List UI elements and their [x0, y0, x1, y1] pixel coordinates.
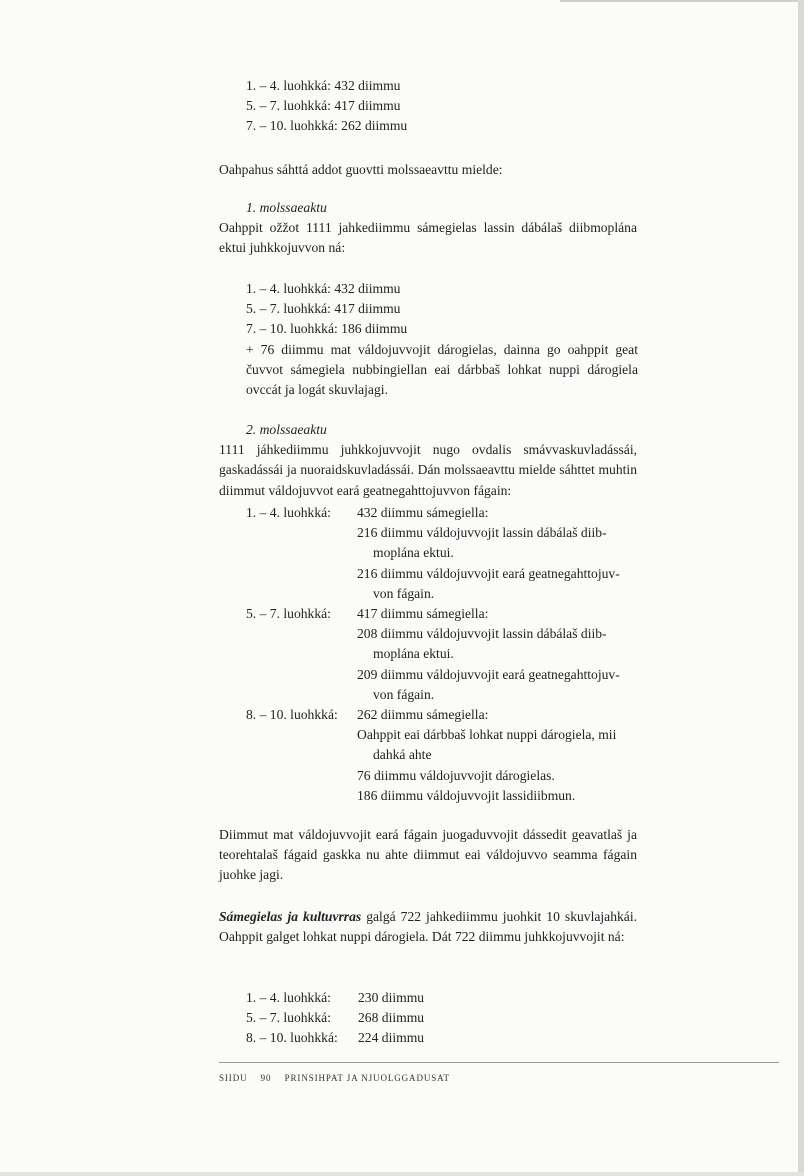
scan-edge-bottom: [0, 1172, 804, 1176]
list-item: 1. – 4. luohkká: 432 diimmu: [246, 78, 401, 93]
intro-paragraph: Oahpahus sáhttá addot guovtti molssaeavttu mielde:: [219, 162, 503, 177]
list-item: 7. – 10. luohkká: 262 diimmu: [246, 118, 408, 134]
alternative-1-heading: 1. molssaeaktu: [246, 200, 327, 215]
footer-title: PRINSIHPAT JA NJUOLGGADUSAT: [284, 1073, 450, 1083]
grade-label: 5. – 7. luohkká:: [246, 606, 331, 621]
footer-rule: [219, 1062, 779, 1063]
culture-hours: 268 diimmu: [358, 1010, 425, 1025]
alternative-1: [219, 198, 637, 259]
alternative-2-text: 1111 jáhkediimmu juhkkojuvvojit nugo ovdalis smávvaskuvladássái, gaskadássái ja nuoraidskuvladássái. Dán molssaeavttu mielde sáhttet muhtin diimmut váldojuvvot eará geatnegahttojuvvon fágain:: [219, 442, 637, 498]
top-hours-list: [246, 76, 407, 137]
culture-text: galgá 722 jahkediimmu juohkit 10 skuvlajahkái. Oahppit galget lohkat nuppi dárogiela. Dát 722 diimmu juhkkojuvvojit ná:: [219, 909, 638, 945]
list-item: 1. – 4. luohkká: 432 diimmu: [246, 281, 401, 296]
list-item: 7. – 10. luohkká: 186 diimmu: [246, 321, 408, 337]
list-item: 5. – 7. luohkká: 417 diimmu: [246, 98, 401, 114]
alternative-1-text: Oahppit ožžot 1111 jahkediimmu sámegielas lassin dábálaš diibmoplána ektui juhkkojuvvon ná:: [219, 220, 637, 256]
grade-label: 1. – 4. luohkká:: [246, 505, 331, 520]
grade-description: 262 diimmu sámegiella: Oahppit eai dárbbaš lohkat nuppi dárogiela, mii dahká ahte 76 diimmu váldojuvvojit dárogielas. 186 diimmu váldojuvvojit lassidiibmun.: [357, 707, 617, 803]
alternative-2: [219, 420, 637, 501]
scan-edge-right: [798, 0, 804, 1176]
grade-description: 432 diimmu sámegiella: 216 diimmu váldojuvvojit lassin dábálaš diib- moplána ektui. 216 diimmu váldojuvvojit eará geatnegahttojuv- von fágain.: [357, 505, 620, 601]
culture-bold-lead: Sámegielas ja kultuvrras: [219, 909, 362, 924]
culture-grade: 8. – 10. luohkká:: [246, 1030, 338, 1045]
alternative-2-heading: 2. molssaeaktu: [246, 422, 327, 437]
culture-hours: 224 diimmu: [358, 1030, 425, 1045]
page-number: 90: [260, 1073, 272, 1083]
page-footer: [219, 1073, 460, 1083]
footer-label: SIIDU: [219, 1073, 248, 1083]
list-item: 5. – 7. luohkká: 417 diimmu: [246, 301, 401, 317]
alternative-1-list: [246, 279, 638, 400]
culture-grade: 5. – 7. luohkká:: [246, 1010, 331, 1025]
scan-edge-top: [560, 0, 804, 2]
grade-description: 417 diimmu sámegiella: 208 diimmu váldojuvvojit lassin dábálaš diib- moplána ektui. 209 diimmu váldojuvvojit eará geatnegahttojuv- von fágain.: [357, 606, 620, 702]
culture-paragraph: [219, 907, 637, 947]
distribution-paragraph: Diimmut mat váldojuvvojit eará fágain juogaduvvojit dássedit geavatlaš ja teorehtalaš fágaid gaskka nu ahte diimmut eai váldojuvvo seamma fágain juohke jagi.: [219, 827, 637, 883]
culture-hours: 230 diimmu: [358, 990, 425, 1005]
culture-grade: 1. – 4. luohkká:: [246, 990, 331, 1005]
alternative-1-note: + 76 diimmu mat váldojuvvojit dárogielas, dainna go oahppit geat čuvvot sámegiela nubbingiellan eai dárbbaš lohkat nuppi dárogiela ovccát ja logát skuvlajagi.: [246, 341, 638, 398]
grade-label: 8. – 10. luohkká:: [246, 707, 338, 722]
